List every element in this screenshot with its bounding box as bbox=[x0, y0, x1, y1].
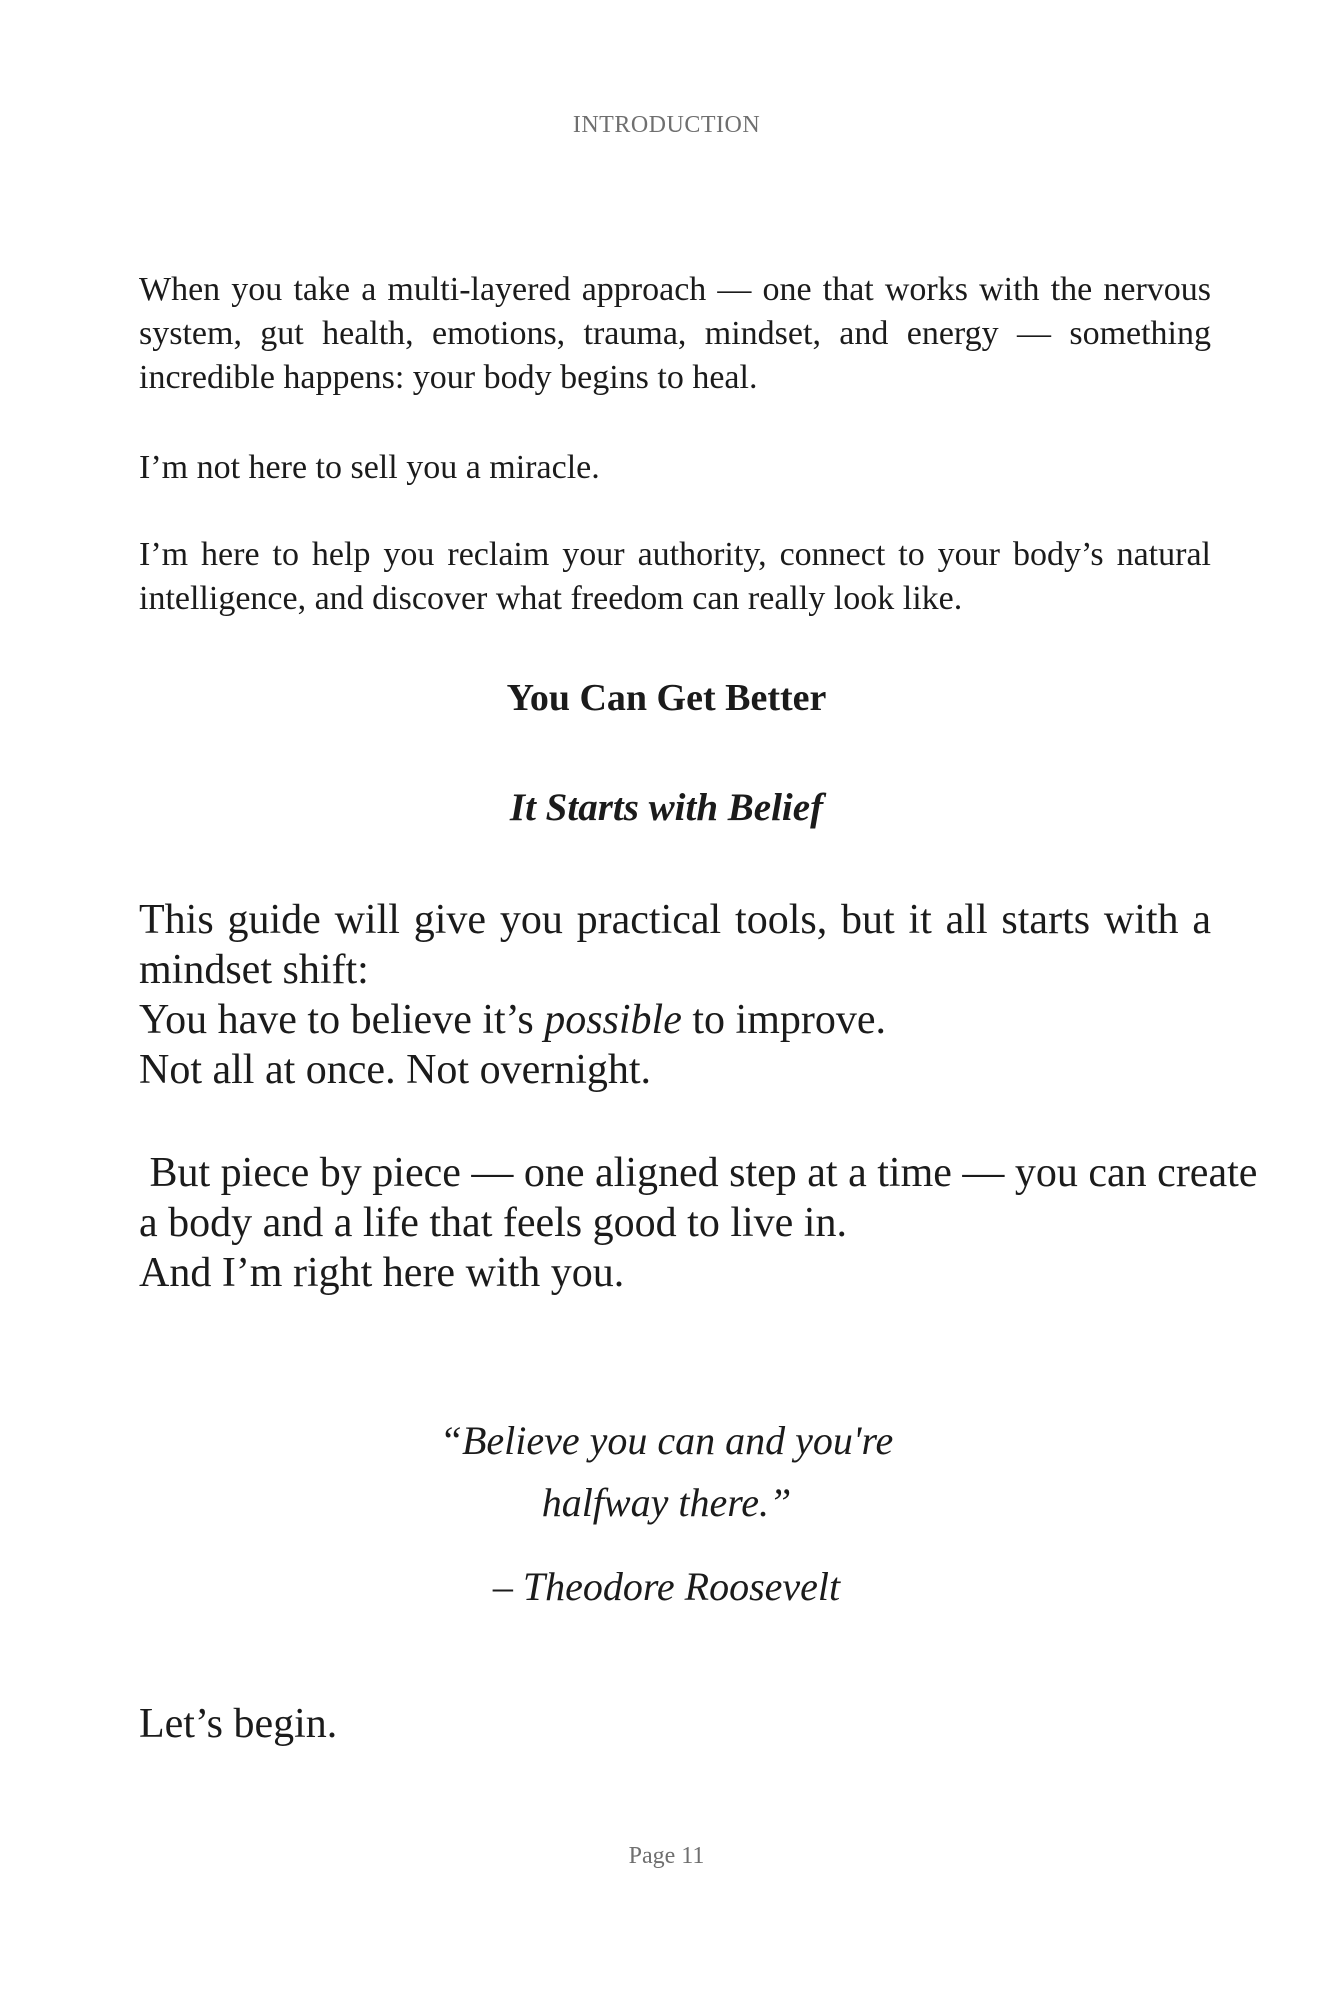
paragraph-line: But piece by piece — one aligned step at a time — you can create bbox=[139, 1150, 1258, 1196]
paragraph-line: I’m not here to sell you a miracle. bbox=[139, 449, 600, 486]
paragraph-line: incredible happens: your body begins to heal. bbox=[139, 359, 758, 396]
paragraph-miracle bbox=[139, 446, 1211, 490]
paragraph-healing bbox=[139, 268, 1211, 400]
text-run: to improve. bbox=[681, 997, 887, 1043]
paragraph-authority bbox=[139, 533, 1211, 621]
paragraph-line: When you take a multi-layered approach — one that works with the nervous bbox=[139, 271, 1211, 308]
paragraph-piece-by-piece bbox=[139, 1148, 1258, 1298]
page-number: Page 11 bbox=[628, 1843, 705, 1869]
paragraph-line: mindset shift: bbox=[139, 947, 369, 993]
paragraph-line: I’m here to help you reclaim your authority, connect to your body’s natural bbox=[139, 536, 1211, 573]
emphasis-text: possible bbox=[544, 997, 682, 1043]
quote-line: “Believe you can and you're bbox=[439, 1418, 894, 1463]
paragraph-line: system, gut health, emotions, trauma, mindset, and energy — something bbox=[139, 315, 1211, 352]
paragraph-line: And I’m right here with you. bbox=[139, 1250, 625, 1296]
quote-line: halfway there.” bbox=[541, 1480, 792, 1525]
running-head: INTRODUCTION bbox=[572, 112, 761, 138]
text-run: You have to believe it’s bbox=[139, 997, 545, 1043]
closing-line: Let’s begin. bbox=[139, 1701, 338, 1747]
paragraph-line: intelligence, and discover what freedom can really look like. bbox=[139, 580, 963, 617]
section-subheading: It Starts with Belief bbox=[509, 786, 824, 829]
paragraph-line: a body and a life that feels good to live in. bbox=[139, 1200, 847, 1246]
paragraph-line: Not all at once. Not overnight. bbox=[139, 1047, 652, 1093]
paragraph-mindset bbox=[139, 895, 1211, 1095]
pull-quote bbox=[0, 1410, 1333, 1534]
quote-attribution: – Theodore Roosevelt bbox=[492, 1564, 841, 1609]
section-heading: You Can Get Better bbox=[506, 677, 827, 719]
paragraph-line bbox=[139, 995, 1211, 1045]
paragraph-line: This guide will give you practical tools, but it all starts with a bbox=[139, 897, 1211, 943]
